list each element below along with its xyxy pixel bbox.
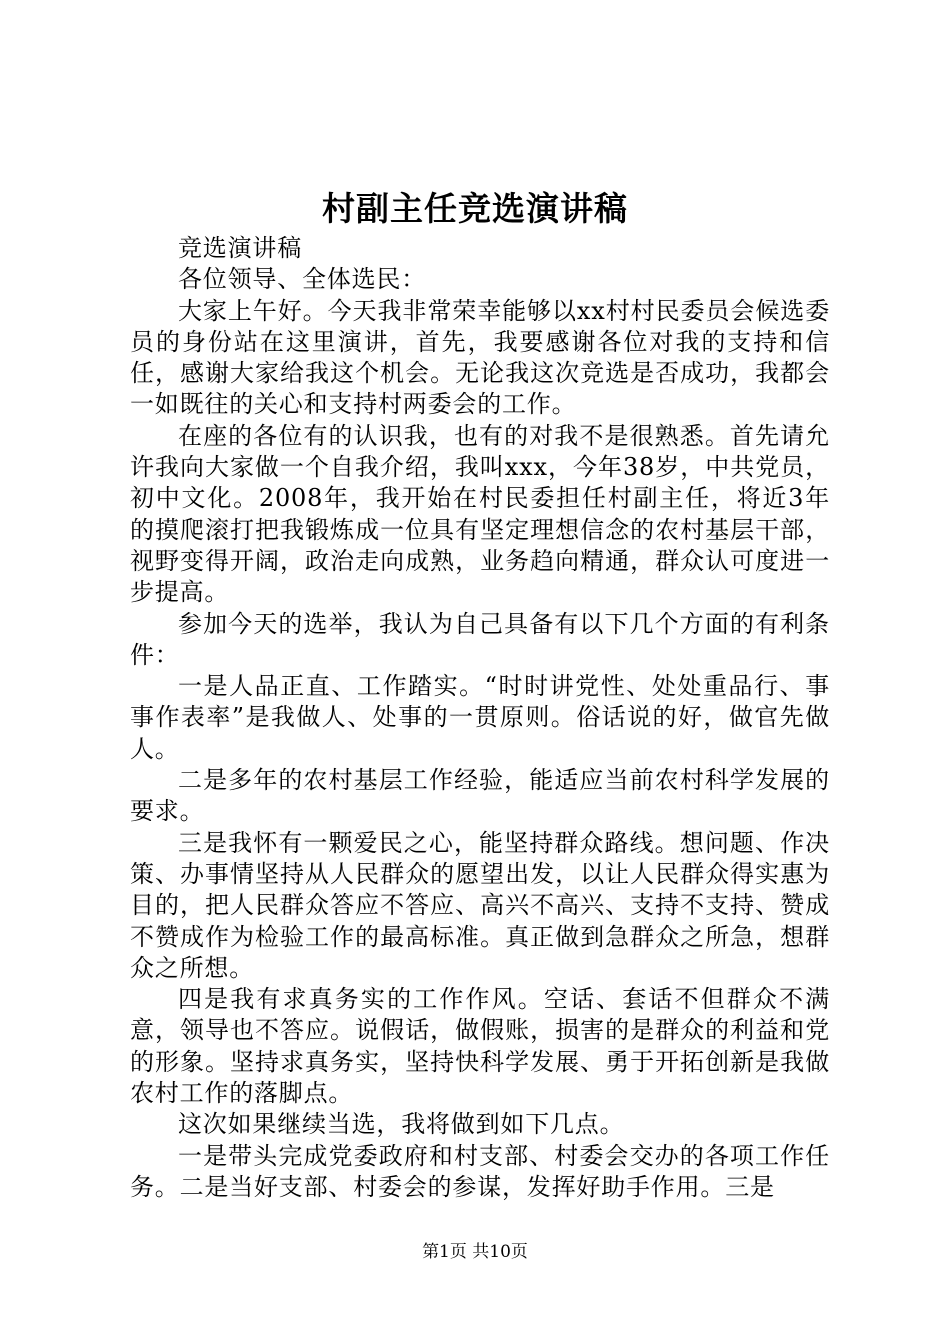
paragraph-plans-lead: 这次如果继续当选，我将做到如下几点。 [178, 1110, 625, 1139]
paragraph-condition-two: 二是多年的农村基层工作经验，能适应当前农村科学发展的要求。 [130, 766, 830, 826]
paragraph-condition-four: 四是我有求真务实的工作作风。空话、套话不但群众不满意，领导也不答应。说假话，做假账，损害的是群众的利益和党的形象。坚持求真务实，坚持快科学发展、勇于开拓创新是我做农村工作的落脚点。 [130, 985, 830, 1108]
paragraph-plans: 一是带头完成党委政府和村支部、村委会交办的各项工作任务。二是当好支部、村委会的参谋，发挥好助手作用。三是 [130, 1141, 830, 1201]
paragraph-self-introduction: 在座的各位有的认识我，也有的对我不是很熟悉。首先请允许我向大家做一个自我介绍，我叫xxx，今年38岁，中共党员，初中文化。2008年，我开始在村民委担任村副主任，将近3年的摸爬滚打把我锻炼成一位具有坚定理想信念的农村基层干部，视野变得开阔，政治走向成熟，业务趋向精通，群众认可度进一步提高。 [130, 421, 830, 607]
paragraph-salutation-heading: 竞选演讲稿 [178, 234, 302, 262]
document-title: 村副主任竞选演讲稿 [322, 189, 628, 228]
paragraph-conditions-lead: 参加今天的选举，我认为自己具备有以下几个方面的有利条件： [130, 609, 830, 669]
paragraph-introduction: 大家上午好。今天我非常荣幸能够以xx村村民委员会候选委员的身份站在这里演讲，首先，我要感谢各位对我的支持和信任，感谢大家给我这个机会。无论我这次竞选是否成功，我都会一如既往的关心和支持村两委会的工作。 [130, 296, 830, 419]
page-number-footer: 第1页 共10页 [422, 1242, 528, 1262]
paragraph-condition-three: 三是我怀有一颗爱民之心，能坚持群众路线。想问题、作决策、办事情坚持从人民群众的愿望出发，以让人民群众得实惠为目的，把人民群众答应不答应、高兴不高兴、支持不支持、赞成不赞成作为检验工作的最高标准。真正做到急群众之所急，想群众之所想。 [130, 828, 830, 982]
document-body [130, 233, 830, 1203]
paragraph-greeting: 各位领导、全体选民： [178, 265, 426, 294]
paragraph-condition-one: 一是人品正直、工作踏实。“时时讲党性、处处重品行、事事作表率”是我做人、处事的一贯原则。俗话说的好，做官先做人。 [130, 672, 830, 763]
